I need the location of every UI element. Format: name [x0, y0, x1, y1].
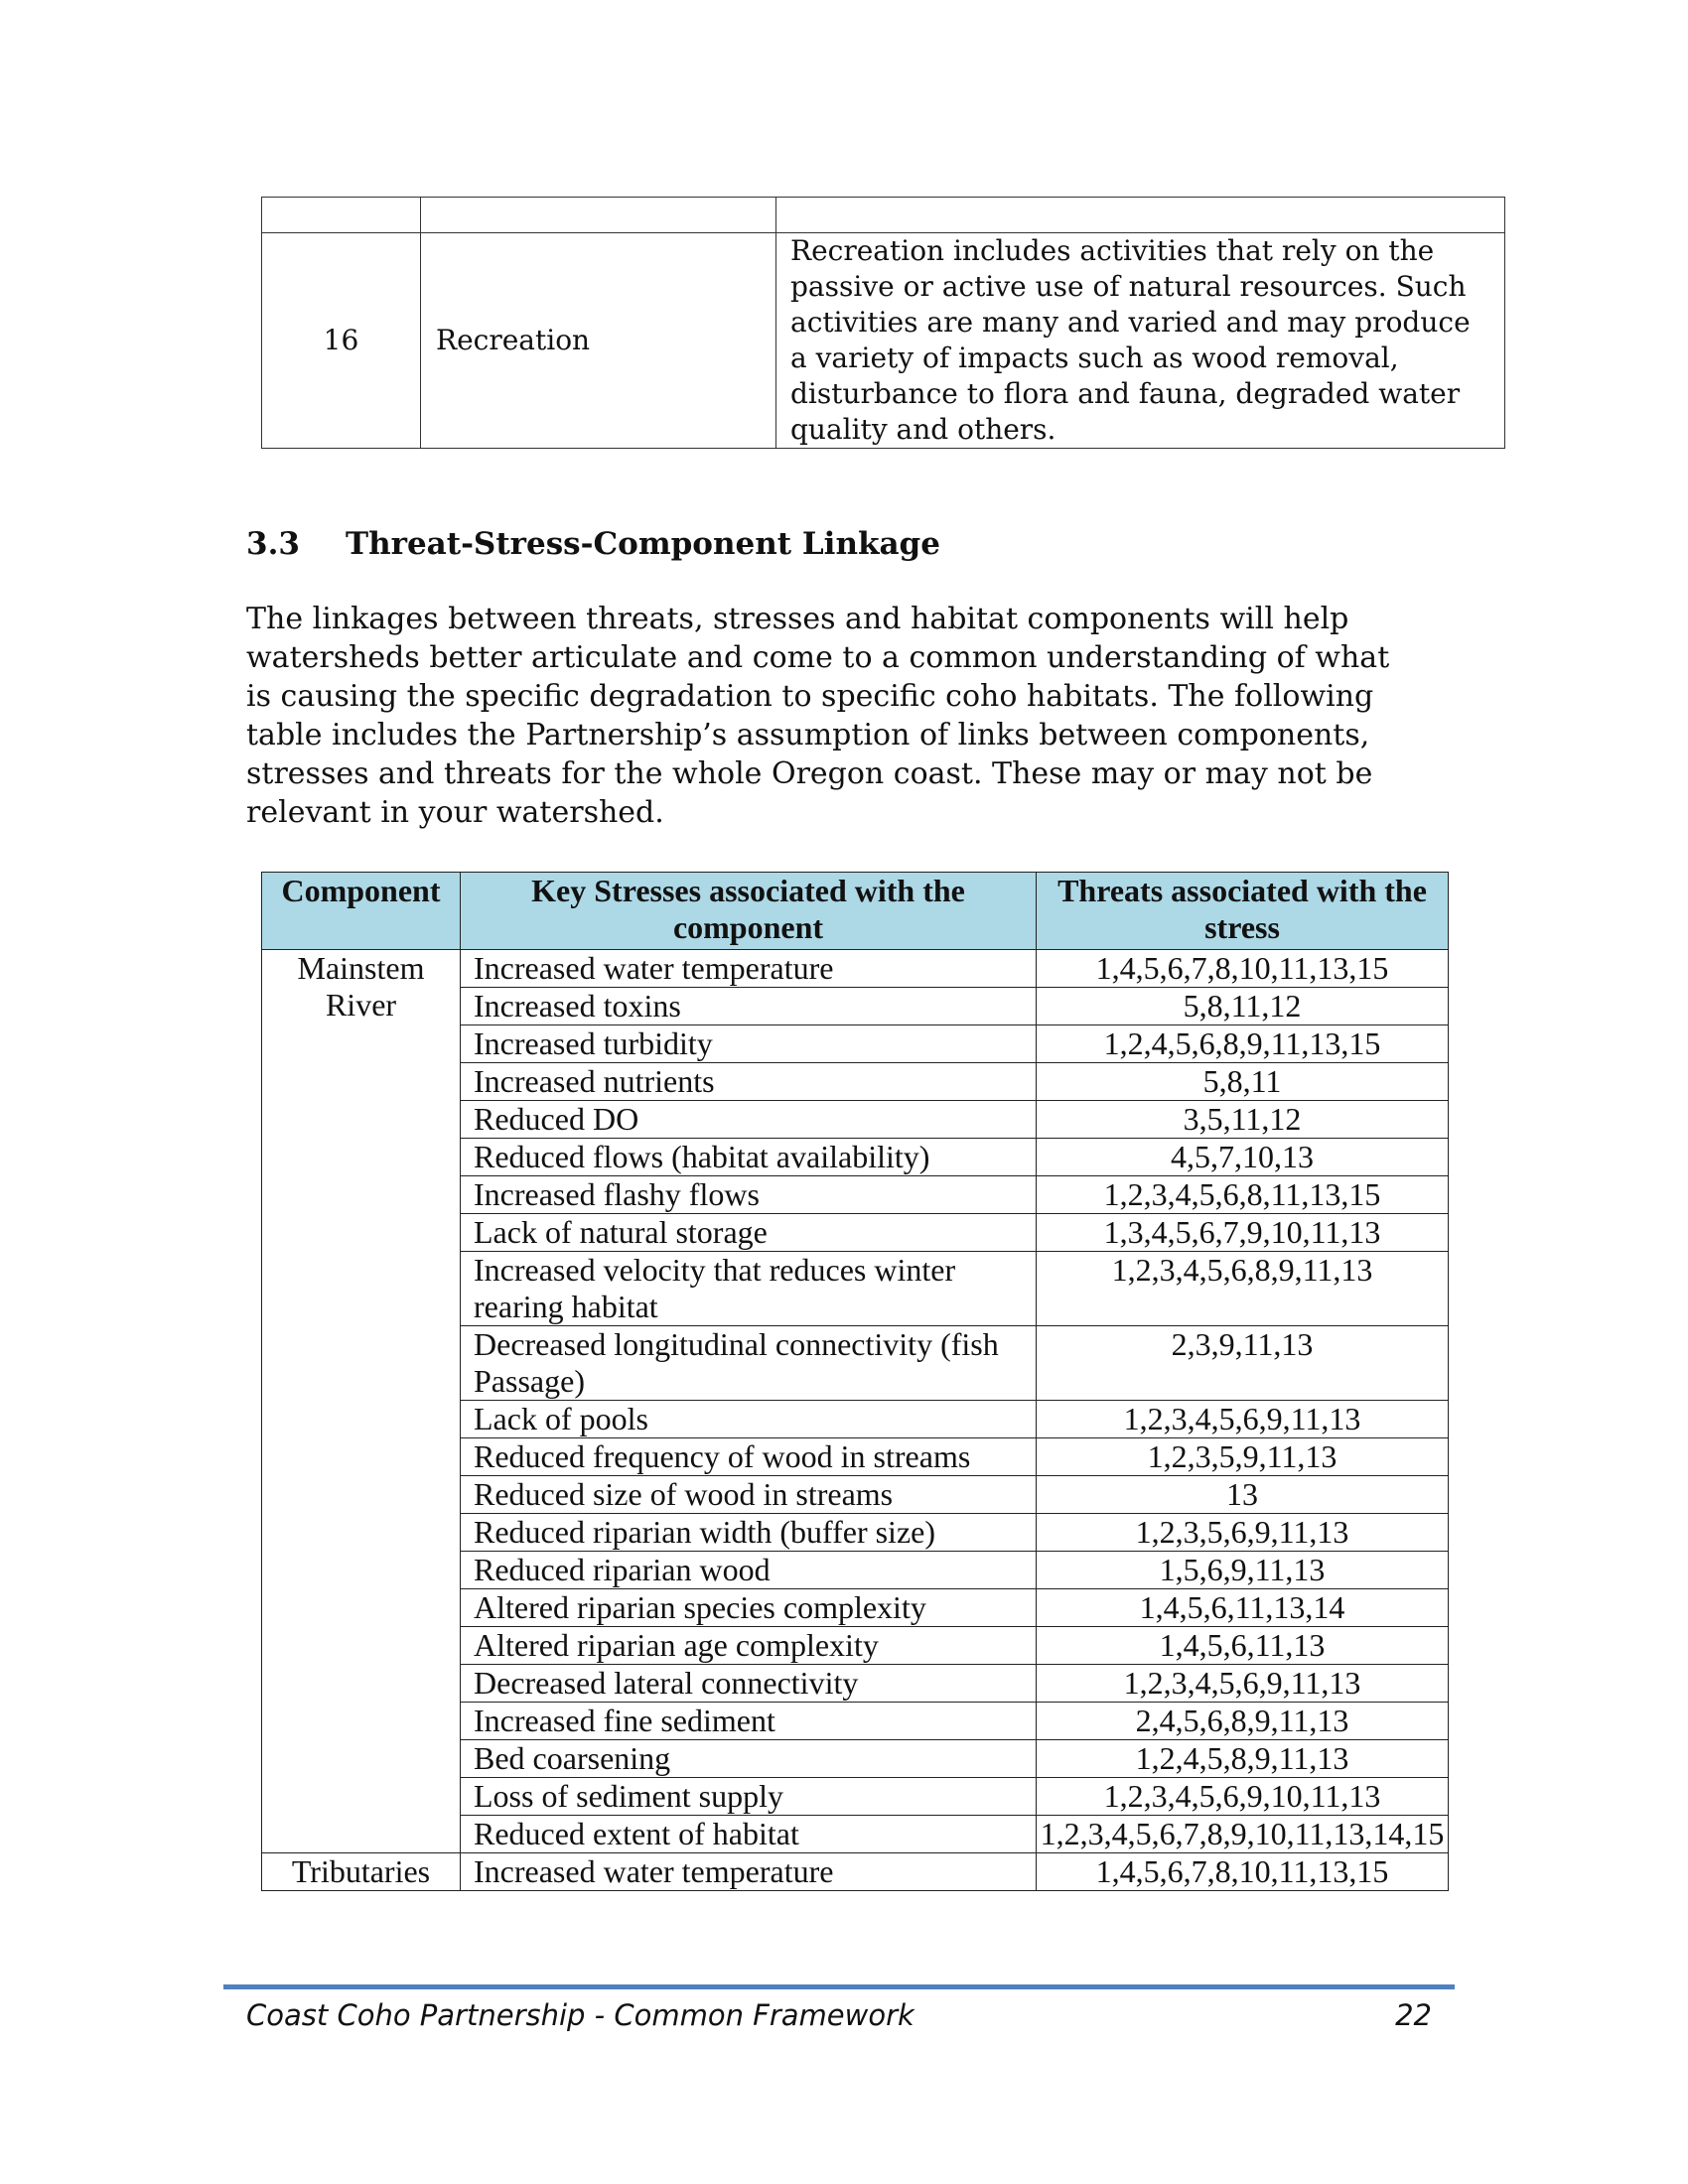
- threats-cell: 1,2,4,5,8,9,11,13: [1037, 1740, 1449, 1778]
- threats-cell: 1,4,5,6,7,8,10,11,13,15: [1037, 1853, 1449, 1891]
- stress-cell: Reduced flows (habitat availability): [461, 1139, 1037, 1176]
- intro-paragraph: The linkages between threats, stresses and habitat components will help watersheds better articulate and come to a common understanding of what is causing the specific degradation to specific coho habitats. The following table includes the Partnership’s assumption of links between components, stresses and threats for the whole Oregon coast. These may or may not be relevant in your watershed.: [246, 602, 1390, 830]
- stress-cell: Increased nutrients: [461, 1063, 1037, 1101]
- component-cell: Mainstem River: [262, 950, 461, 1853]
- stress-cell: Increased turbidity: [461, 1025, 1037, 1063]
- table-row: [262, 1853, 1449, 1891]
- footer-rule: [223, 1984, 1455, 1989]
- threat-description: Recreation includes activities that rely on the passive or active use of natural resources. Such activities are many and varied and may produce a variety of impacts such as wood removal, disturbance to flora and fauna, degraded water quality and others.: [776, 233, 1505, 449]
- stress-cell: Increased velocity that reduces winter rearing habitat: [461, 1252, 1037, 1326]
- table-row: [262, 950, 1449, 988]
- stress-cell: Lack of natural storage: [461, 1214, 1037, 1252]
- table-cell: [421, 198, 776, 233]
- stress-cell: Increased water temperature: [461, 1853, 1037, 1891]
- threats-cell: 1,2,3,4,5,6,8,9,11,13: [1037, 1252, 1449, 1326]
- threats-cell: 5,8,11,12: [1037, 988, 1449, 1025]
- threats-cell: 1,2,3,5,9,11,13: [1037, 1438, 1449, 1476]
- section-heading: [246, 524, 940, 564]
- threat-number: 16: [262, 233, 421, 449]
- threats-cell: 1,5,6,9,11,13: [1037, 1552, 1449, 1589]
- threats-cell: 1,2,3,4,5,6,9,11,13: [1037, 1665, 1449, 1703]
- threats-cell: 1,4,5,6,11,13: [1037, 1627, 1449, 1665]
- section-number: 3.3: [246, 526, 300, 562]
- stress-cell: Altered riparian species complexity: [461, 1589, 1037, 1627]
- stress-cell: Decreased longitudinal connectivity (fish Passage): [461, 1326, 1037, 1401]
- header-stresses: Key Stresses associated with the component: [461, 873, 1037, 950]
- stress-cell: Bed coarsening: [461, 1740, 1037, 1778]
- stress-cell: Altered riparian age complexity: [461, 1627, 1037, 1665]
- threats-cell: 13: [1037, 1476, 1449, 1514]
- threats-cell: 1,2,3,4,5,6,9,11,13: [1037, 1401, 1449, 1438]
- table-row: [262, 233, 1505, 449]
- stress-cell: Increased water temperature: [461, 950, 1037, 988]
- threats-cell: 1,2,4,5,6,8,9,11,13,15: [1037, 1025, 1449, 1063]
- threats-cell: 2,3,9,11,13: [1037, 1326, 1449, 1401]
- component-cell: Tributaries: [262, 1853, 461, 1891]
- stress-cell: Decreased lateral connectivity: [461, 1665, 1037, 1703]
- threats-cell: 1,2,3,4,5,6,7,8,9,10,11,13,14,15: [1037, 1816, 1449, 1853]
- table-header-row: [262, 873, 1449, 950]
- threats-cell: 1,3,4,5,6,7,9,10,11,13: [1037, 1214, 1449, 1252]
- threats-cell: 1,4,5,6,11,13,14: [1037, 1589, 1449, 1627]
- table-cell: [776, 198, 1505, 233]
- threats-cell: 1,2,3,4,5,6,9,10,11,13: [1037, 1778, 1449, 1816]
- linkage-table: [261, 872, 1449, 1891]
- threats-cell: 1,4,5,6,7,8,10,11,13,15: [1037, 950, 1449, 988]
- table-cell: [262, 198, 421, 233]
- threats-cell: 2,4,5,6,8,9,11,13: [1037, 1703, 1449, 1740]
- linkage-table-body: [262, 950, 1449, 1891]
- threats-cell: 1,2,3,4,5,6,8,11,13,15: [1037, 1176, 1449, 1214]
- stress-cell: Reduced DO: [461, 1101, 1037, 1139]
- stress-cell: Reduced frequency of wood in streams: [461, 1438, 1037, 1476]
- stress-cell: Increased toxins: [461, 988, 1037, 1025]
- stress-cell: Increased fine sediment: [461, 1703, 1037, 1740]
- stress-cell: Increased flashy flows: [461, 1176, 1037, 1214]
- stress-cell: Reduced extent of habitat: [461, 1816, 1037, 1853]
- header-threats: Threats associated with the stress: [1037, 873, 1449, 950]
- threat-name: Recreation: [421, 233, 776, 449]
- threats-table-continued: [261, 197, 1505, 449]
- threats-cell: 4,5,7,10,13: [1037, 1139, 1449, 1176]
- stress-cell: Reduced riparian wood: [461, 1552, 1037, 1589]
- threats-cell: 5,8,11: [1037, 1063, 1449, 1101]
- threats-cell: 3,5,11,12: [1037, 1101, 1449, 1139]
- table-row: [262, 198, 1505, 233]
- stress-cell: Reduced riparian width (buffer size): [461, 1514, 1037, 1552]
- stress-cell: Loss of sediment supply: [461, 1778, 1037, 1816]
- section-title: Threat-Stress-Component Linkage: [346, 526, 940, 562]
- stress-cell: Lack of pools: [461, 1401, 1037, 1438]
- header-component: Component: [262, 873, 461, 950]
- footer-title: Coast Coho Partnership - Common Framework: [246, 1998, 914, 2032]
- threats-cell: 1,2,3,5,6,9,11,13: [1037, 1514, 1449, 1552]
- stress-cell: Reduced size of wood in streams: [461, 1476, 1037, 1514]
- page-number: 22: [1395, 1998, 1432, 2032]
